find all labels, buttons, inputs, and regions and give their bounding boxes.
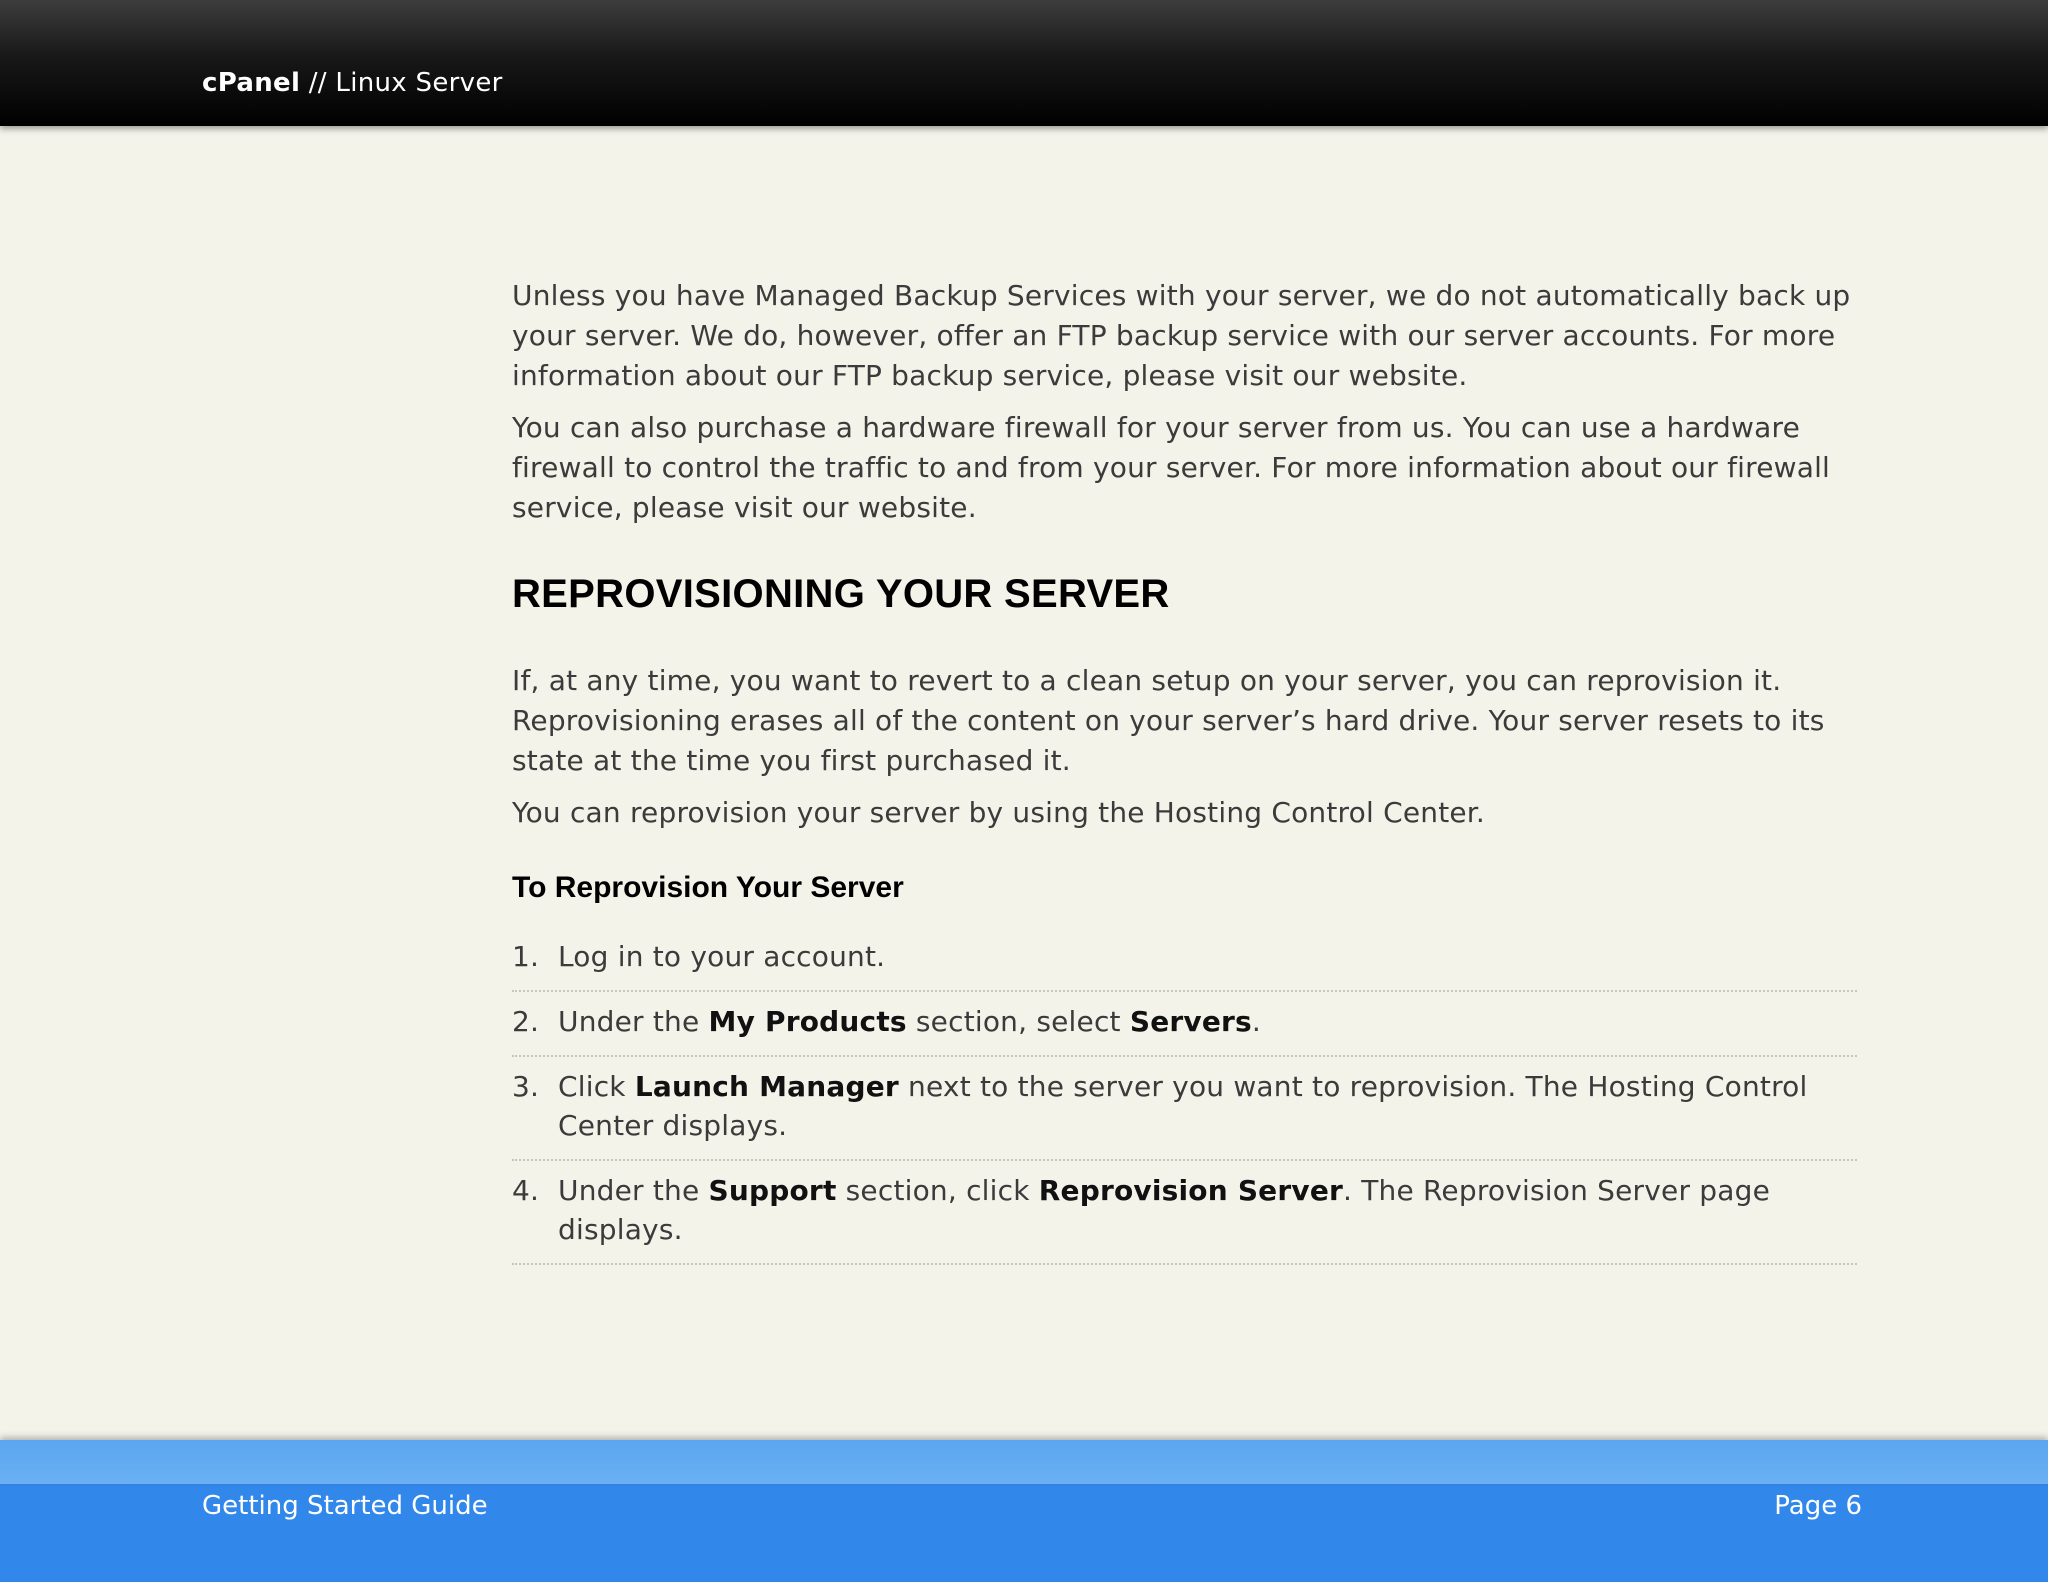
step-text-run: . [1251, 1005, 1262, 1038]
step-ui-term: Servers [1129, 1005, 1252, 1038]
procedure-heading: To Reprovision Your Server [512, 871, 904, 904]
page-footer [0, 1440, 2048, 1582]
step-text-run: Under the [558, 1005, 709, 1038]
footer-page-number: Page 6 [1774, 1491, 1862, 1521]
document-body [512, 276, 1857, 1265]
step-text-run: section, select [906, 1005, 1130, 1038]
step-ui-term: My Products [708, 1005, 907, 1038]
procedure-step [512, 1161, 1857, 1265]
step-text-run: . The Reprovision Server page displays. [558, 1174, 1770, 1246]
procedure-step [512, 927, 1857, 992]
step-ui-term: Launch Manager [634, 1070, 899, 1103]
section-heading: REPROVISIONING YOUR SERVER [512, 572, 1170, 616]
step-text-run: Log in to your account. [558, 940, 886, 973]
step-ui-term: Support [708, 1174, 837, 1207]
procedure-step [512, 992, 1857, 1057]
step-ui-term: Reprovision Server [1038, 1174, 1344, 1207]
step-text [558, 1067, 1857, 1145]
step-text-run: section, click [836, 1174, 1039, 1207]
header-product: cPanel [202, 68, 301, 98]
procedure-steps [512, 927, 1857, 1265]
section-paragraph-hcc: You can reprovision your server by using the Hosting Control Center. [512, 796, 1486, 829]
step-text [558, 1002, 1857, 1041]
step-text [558, 1171, 1857, 1249]
intro-paragraph-backup: Unless you have Managed Backup Services with your server, we do not automatically back up your server. We do, however, offer an FTP backup service with our server accounts. For more information about our FTP backup service, please visit our website. [512, 279, 1851, 392]
step-number: 3. [512, 1070, 540, 1103]
footer-strip [0, 1440, 2048, 1484]
header-title [202, 68, 503, 98]
step-text [558, 937, 1857, 976]
step-text-run: next to the server you want to reprovision. The Hosting Control Center displays. [558, 1070, 1808, 1142]
step-text-run: Under the [558, 1174, 709, 1207]
header-subtitle: Linux Server [335, 68, 503, 98]
header-separator: // [300, 68, 336, 98]
step-number: 2. [512, 1005, 540, 1038]
step-number: 4. [512, 1174, 540, 1207]
step-text-run: Click [558, 1070, 635, 1103]
step-number: 1. [512, 940, 540, 973]
page-header [0, 0, 2048, 126]
intro-paragraph-firewall: You can also purchase a hardware firewall for your server from us. You can use a hardware firewall to control the traffic to and from your server. For more information about our firewall service, please visit our website. [512, 411, 1831, 524]
section-paragraph-reprovision: If, at any time, you want to revert to a clean setup on your server, you can reprovision it. Reprovisioning erases all of the content on your server’s hard drive. Your server resets to its state at the time you first purchased it. [512, 664, 1825, 777]
procedure-step [512, 1057, 1857, 1161]
footer-guide-title: Getting Started Guide [202, 1491, 488, 1521]
